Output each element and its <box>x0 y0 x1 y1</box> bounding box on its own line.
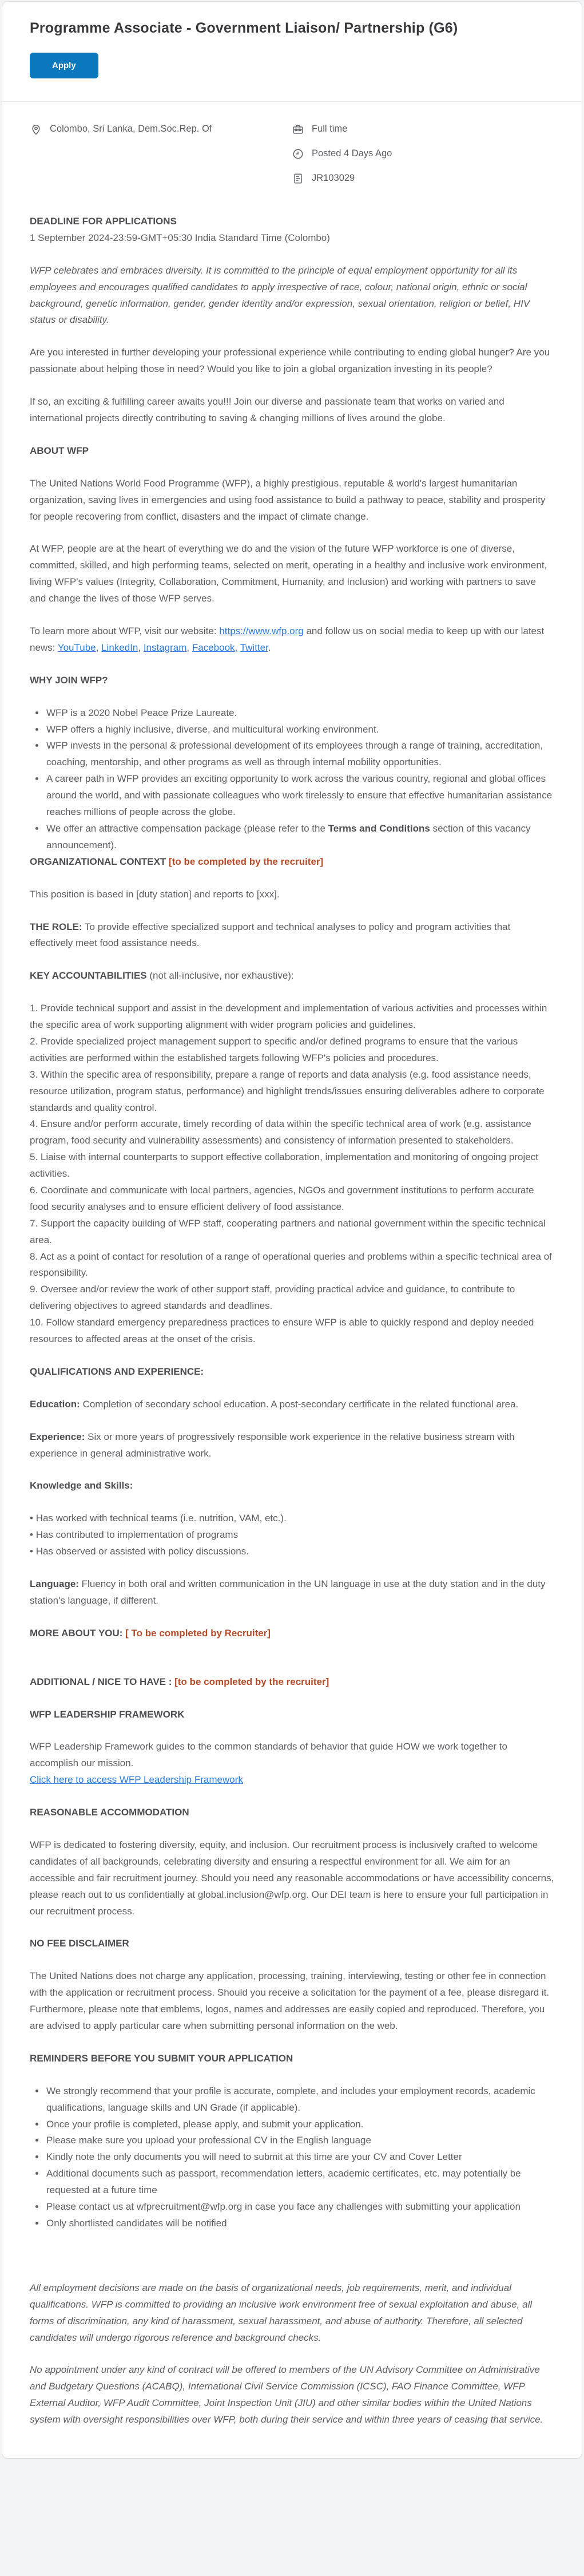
learn-more-prefix: To learn more about WFP, visit our website: <box>30 626 220 637</box>
employment-type <box>292 124 554 139</box>
position-based-line: This position is based in [duty station] and reports to [xxx]. <box>30 888 280 900</box>
recruiter-note: [ To be completed by Recruiter] <box>122 1627 271 1639</box>
posted-date-text: Posted 4 Days Ago <box>312 148 392 159</box>
facebook-link[interactable]: Facebook <box>192 642 235 653</box>
twitter-link[interactable]: Twitter <box>240 642 268 653</box>
additional-label: ADDITIONAL / NICE TO HAVE : <box>30 1676 175 1687</box>
more-about-you-label: MORE ABOUT YOU: <box>30 1627 123 1639</box>
organizational-context-label: ORGANIZATIONAL CONTEXT <box>30 856 169 867</box>
no-fee-text: The United Nations does not charge any application, processing, training, interviewing, testing or other fee in connection with the application or recruitment process. Should you receive a solicitation for the payment of a fee, please disregard it. Furthermore, please note that emblems, logos, names and addresses are easily copied and reproduced. Therefore, you are advised to apply particular care when submitting personal information on the web. <box>30 1970 550 2032</box>
linkedin-link[interactable]: LinkedIn <box>101 642 138 653</box>
job-header <box>2 2 582 101</box>
youtube-link[interactable]: YouTube <box>57 642 96 653</box>
leadership-framework-text: WFP Leadership Framework guides to the common standards of behavior that guide HOW we work together to accomplish our mission. <box>30 1741 507 1769</box>
location-text: Colombo, Sri Lanka, Dem.Soc.Rep. Of <box>50 124 212 134</box>
knowledge-skills-list <box>30 1510 554 1560</box>
key-accountabilities-heading: KEY ACCOUNTABILITIES (not all-inclusive, nor exhaustive): <box>30 970 294 982</box>
list-item: • Once your profile is completed, please apply, and submit your application. <box>45 2116 554 2133</box>
reminders-heading: REMINDERS BEFORE YOU SUBMIT YOUR APPLICATION <box>30 2052 293 2064</box>
no-fee-heading: NO FEE DISCLAIMER <box>30 1938 129 1949</box>
education-line: Education: Completion of secondary school education. A post-secondary certificate in the related functional area. <box>30 1398 519 1410</box>
knowledge-skills-heading: Knowledge and Skills: <box>30 1480 133 1491</box>
list-item: • Please contact us at wfprecruitment@wfp.org in case you face any challenges with submitting your application <box>45 2199 554 2215</box>
deadline-heading: DEADLINE FOR APPLICATIONS <box>30 216 177 227</box>
accountability-item: 4. Ensure and/or perform accurate, timely recording of data within the specific technical area of work (e.g. assistance program, food security and vulnerability assessments) and consistency of information presented to stakeholders. <box>30 1118 531 1146</box>
about-p2: At WFP, people are at the heart of everything we do and the vision of the future WFP workforce is one of diverse, committed, skilled, and high performing teams, selected on merit, operating in a healthy and inclusive work environment, living WFP's values (Integrity, Collaboration, Commitment, Humanity, and Inclusion) and working with partners to save and change the lives of those WFP serves. <box>30 543 547 604</box>
about-wfp-heading: ABOUT WFP <box>30 445 89 456</box>
reminders-list <box>30 2083 554 2232</box>
reasonable-accommodation-heading: REASONABLE ACCOMMODATION <box>30 1807 189 1818</box>
reasonable-accommodation-text: WFP is dedicated to fostering diversity, equity, and inclusion. Our recruitment process is inclusively crafted to welcome candidates of all backgrounds, celebrating diversity and ensuring a respectful environment for all. We aim for an accessible and fair recruitment journey. Should you need any reasonable accommodations or have accessibility concerns, please reach out to us confidentially at global.inclusion@wfp.org. Our DEI team is here to ensure your full participation in our recruitment process. <box>30 1839 554 1917</box>
knowledge-item: • Has observed or assisted with policy discussions. <box>30 1544 554 1560</box>
job-meta <box>2 102 582 201</box>
experience-line: Experience: Six or more years of progressively responsible work experience in the relative business stream with experience in general administrative work. <box>30 1431 515 1459</box>
list-item: • Please make sure you upload your professional CV in the English language <box>45 2132 554 2149</box>
leadership-framework-link[interactable]: Click here to access WFP Leadership Framework <box>30 1774 243 1786</box>
knowledge-item: • Has worked with technical teams (i.e. nutrition, VAM, etc.). <box>30 1510 554 1527</box>
accountability-item: 3. Within the specific area of responsibility, prepare a range of reports and data analysis (e.g. food assistance needs, resource utilization, program status, performance) and highlight trends/issues ensuring deliverables adhere to corporate standards and quality control. <box>30 1069 545 1113</box>
intro-career: If so, an exciting & fulfilling career awaits you!!! Join our diverse and passionate team that works on varied and international projects directly contributing to saving & changing millions of lives around the globe. <box>30 396 504 424</box>
knowledge-item: • Has contributed to implementation of programs <box>30 1527 554 1544</box>
accountability-item: 7. Support the capacity building of WFP staff, cooperating partners and national government within the specific technical area. <box>30 1217 546 1245</box>
language-line: Language: Fluency in both oral and written communication in the UN language in use at the duty station and in the duty station's language, if different. <box>30 1578 546 1606</box>
learn-more-line: To learn more about WFP, visit our website: https://www.wfp.org and follow us on social media to keep up with our latest news: YouTube, LinkedIn, Instagram, Facebook, Twitter. <box>30 626 545 653</box>
deadline-block <box>30 213 554 247</box>
organizational-context-line <box>30 854 554 870</box>
accountability-item: 8. Act as a point of contact for resolution of a range of operational queries and problems within a specific technical area of responsibility. <box>30 1251 552 1279</box>
intro-interested: Are you interested in further developing your professional experience while contributing to ending global hunger? Are you passionate about helping those in need? Would you like to join a global organization investing in its people? <box>30 347 550 375</box>
legal-paragraph-1: All employment decisions are made on the basis of organizational needs, job requirements, merit, and individual qualifications. WFP is committed to providing an inclusive work environment free of sexual exploitation and abuse, all forms of discrimination, any kind of harassment, sexual harassment, and abuse of authority. Therefore, all selected candidates will undergo rigorous reference and background checks. <box>30 2282 533 2343</box>
terms-and-conditions-bold: Terms and Conditions <box>328 822 430 834</box>
additional-line <box>30 1674 554 1691</box>
list-item: • WFP invests in the personal & professional development of its employees through a range of training, accreditation, coaching, mentorship, and other programs as well as through internal mobility opportunities. <box>45 738 554 771</box>
the-role-label: THE ROLE: <box>30 921 82 932</box>
posted-date <box>292 148 554 163</box>
accountabilities-list <box>30 1000 554 1348</box>
list-item: • Kindly note the only documents you will need to submit at this time are your CV and Cover Letter <box>45 2149 554 2166</box>
accountability-item: 9. Oversee and/or review the work of other support staff, providing practical advice and guidance, to contribute to delivering objectives to agreed standards and deadlines. <box>30 1284 515 1312</box>
experience-label: Experience: <box>30 1431 85 1442</box>
clock-icon <box>292 148 304 163</box>
about-p1: The United Nations World Food Programme (WFP), a highly prestigious, reputable & world's largest humanitarian organization, saving lives in emergencies and using food assistance to build a pathway to peace, stability and prosperity for people recovering from conflict, disasters and the impact of climate change. <box>30 477 546 522</box>
document-icon <box>292 172 304 188</box>
accountability-item: 10. Follow standard emergency preparedness practices to ensure WFP is able to quickly respond and deploy needed resources to affected areas at the onset of the crisis. <box>30 1317 534 1344</box>
apply-button[interactable]: Apply <box>30 53 98 78</box>
briefcase-icon <box>292 123 304 139</box>
accountability-item: 5. Liaise with internal counterparts to support effective collaboration, implementation and monitoring of ongoing project activities. <box>30 1152 538 1180</box>
instagram-link[interactable]: Instagram <box>143 642 187 653</box>
recruiter-note: [to be completed by the recruiter] <box>174 1676 329 1687</box>
list-item: • Only shortlisted candidates will be notified <box>45 2215 554 2232</box>
job-id-text: JR103029 <box>312 173 355 183</box>
job-posting-card <box>2 1 582 2459</box>
list-item: • WFP offers a highly inclusive, diverse, and multicultural working environment. <box>45 722 554 738</box>
job-description <box>2 201 582 2458</box>
list-item: • WFP is a 2020 Nobel Peace Prize Laureate. <box>45 705 554 722</box>
why-join-heading: WHY JOIN WFP? <box>30 674 108 686</box>
learn-more-mid: and follow us on social media to keep up with our latest news: <box>30 626 545 653</box>
list-item: • A career path in WFP provides an exciting opportunity to work across the various country, regional and global offices around the world, and with passionate colleagues who work tirelessly to ensure that effective humanitarian assistance reaches millions of people across the globe. <box>45 771 554 821</box>
education-label: Education: <box>30 1398 80 1410</box>
list-item: • Additional documents such as passport, recommendation letters, academic certificates, etc. may potentially be requested at a future time <box>45 2166 554 2199</box>
page-title: Programme Associate - Government Liaison/ Partnership (G6) <box>30 20 458 36</box>
deadline-value: 1 September 2024-23:59-GMT+05:30 India Standard Time (Colombo) <box>30 232 330 243</box>
accountability-item: 1. Provide technical support and assist in the development and implementation of various activities and processes within the specific area of work supporting alignment with wider program policies and guidelines. <box>30 1003 547 1031</box>
legal-paragraph-2: No appointment under any kind of contract will be offered to members of the UN Advisory Committee on Administrative and Budgetary Questions (ACABQ), International Civil Service Commission (ICSC), FAO Finance Committee, WFP External Auditor, WFP Audit Committee, Joint Inspection Unit (JIU) and other similar bodies within the United Nations system with oversight responsibilities over WFP, both during their service and within three years of ceasing that service. <box>30 2364 543 2425</box>
recruiter-note: [to be completed by the recruiter] <box>169 856 324 867</box>
employment-type-text: Full time <box>312 124 348 134</box>
qualifications-heading: QUALIFICATIONS AND EXPERIENCE: <box>30 1366 204 1377</box>
leadership-framework-heading: WFP LEADERSHIP FRAMEWORK <box>30 1708 185 1720</box>
more-about-you-line <box>30 1625 554 1642</box>
location-pin-icon <box>30 123 42 139</box>
website-link[interactable]: https://www.wfp.org <box>219 626 304 637</box>
job-location <box>30 124 292 139</box>
the-role-line: THE ROLE: To provide effective specialized support and technical analyses to policy and program activities that effectively meet food assistance needs. <box>30 921 511 949</box>
accountability-item: 6. Coordinate and communicate with local partners, agencies, NGOs and government institutions to perform accurate food security analyses and to ensure efficient delivery of food assistance. <box>30 1184 534 1212</box>
job-id <box>292 173 554 188</box>
list-item: • We strongly recommend that your profile is accurate, complete, and includes your employment records, academic qualifications, language skills and UN Grade (if applicable). <box>45 2083 554 2116</box>
language-label: Language: <box>30 1578 79 1589</box>
list-item: • We offer an attractive compensation package (please refer to the Terms and Conditions section of this vacancy announcement). <box>45 821 554 854</box>
leadership-framework-link-line <box>30 1772 554 1788</box>
diversity-statement: WFP celebrates and embraces diversity. It is committed to the principle of equal employment opportunity for all its employees and encourages qualified candidates to apply irrespective of race, colour, national origin, ethnic or social background, genetic information, gender, gender identity and/or expression, sexual orientation, religion or belief, HIV status or disability. <box>30 264 530 326</box>
accountability-item: 2. Provide specialized project management support to specific and/or defined programs to ensure that the various activities are performed within the established targets following WFP's policies and procedures. <box>30 1035 518 1063</box>
why-join-list <box>30 705 554 854</box>
